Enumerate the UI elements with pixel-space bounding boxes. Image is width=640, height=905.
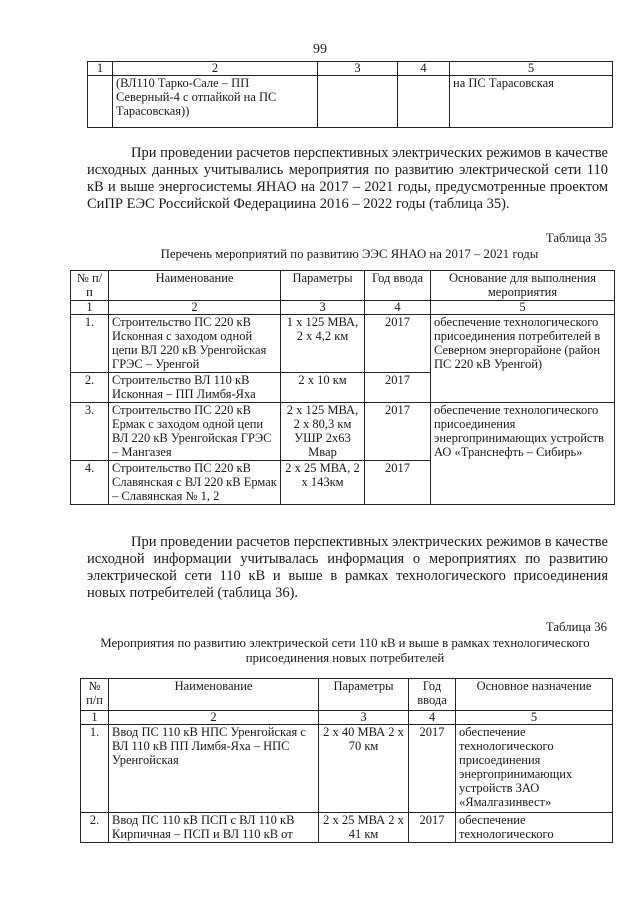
- item-year: 2017: [409, 813, 456, 843]
- item-purpose: обеспечение технологического присоединения энергопринимающих устройств ЗАО «Ямалгазинвест»: [456, 725, 613, 813]
- item-year: 2017: [365, 403, 431, 461]
- col-purpose-header: Основное назначение: [456, 679, 613, 711]
- item-name: (ВЛ110 Тарко-Сале – ПП Северный-4 с отпайкой на ПС Тарасовская)): [113, 76, 318, 128]
- col-name-header: Наименование: [109, 679, 319, 711]
- table-row: 1. Ввод ПС 110 кВ НПС Уренгойская с ВЛ 110 кВ ПП Лимбя-Яха – НПС Уренгойская 2 x 40 МВА 2 x 70 км 2017 обеспечение технологического присоединения энергопринимающих устройств ЗАО «Ямалгазинвест»: [81, 725, 613, 813]
- col-params-header: Параметры: [319, 679, 409, 711]
- col-params-header: Параметры: [281, 271, 365, 301]
- col-number-header: № п/п: [81, 679, 109, 711]
- table-header: [71, 271, 615, 301]
- item-name: Строительство ПС 220 кВ Славянская с ВЛ 220 кВ Ермак – Славянская № 1, 2: [109, 461, 281, 505]
- item-basis: обеспечение технологического присоединения потребителей в Северном энергорайоне (район ПС 220 кВ Уренгой): [431, 315, 615, 403]
- item-year: 2017: [365, 461, 431, 505]
- item-name: Строительство ПС 220 кВ Ермак с заходом одной цепи ВЛ 220 кВ Уренгойская ГРЭС – Мангазея: [109, 403, 281, 461]
- item-basis: на ПС Тарасовская: [450, 76, 613, 128]
- item-purpose: обеспечение технологического: [456, 813, 613, 843]
- table36-label: Таблица 36: [545, 620, 607, 634]
- table36-caption-line1: Мероприятия по развитию электрической сети 110 кВ и выше в рамках технологического: [100, 636, 590, 650]
- table-35: [70, 270, 615, 505]
- item-params: 2 x 125 МВА, 2 x 80,3 км УШР 2x63 Мвар: [281, 403, 365, 461]
- item-params: 2 x 10 км: [281, 373, 365, 403]
- col-year-header: Год ввода: [365, 271, 431, 301]
- table-column-numbers: 1 2 3 4 5: [88, 62, 613, 76]
- item-params: 2 x 25 МВА 2 x 41 км: [319, 813, 409, 843]
- paragraph-2: При проведении расчетов перспективных электрических режимов в качестве исходной информации учитывалась информация о мероприятиях по развитию электрической сети 110 кВ и выше в рамках технологического присоединения новых потребителей (таблица 36).: [87, 534, 608, 601]
- item-year: 2017: [365, 373, 431, 403]
- table-column-numbers: 1 2 3 4 5: [71, 301, 615, 315]
- col-name-header: Наименование: [109, 271, 281, 301]
- col-basis-header: Основание для выполнения мероприятия: [431, 271, 615, 301]
- page-number: 99: [313, 42, 327, 57]
- table-36: [80, 678, 613, 843]
- table35-label: Таблица 35: [545, 231, 607, 245]
- continued-table: [87, 61, 613, 128]
- item-name: Ввод ПС 110 кВ НПС Уренгойская с ВЛ 110 кВ ПП Лимбя-Яха – НПС Уренгойская: [109, 725, 319, 813]
- item-name: Строительство ВЛ 110 кВ Исконная – ПП Лимбя-Яха: [109, 373, 281, 403]
- item-basis: обеспечение технологического присоединения энергопринимающих устройств АО «Транснефть – Сибирь»: [431, 403, 615, 505]
- table-row: [88, 76, 613, 128]
- table36-caption-line2: присоединения новых потребителей: [245, 651, 445, 665]
- table-row: 1. Строительство ПС 220 кВ Исконная с заходом одной цепи ВЛ 220 кВ Уренгойская ГРЭС – Уренгой 1 x 125 МВА, 2 x 4,2 км 2017 обеспечение технологического присоединения потребителей в Северном энергорайоне (район ПС 220 кВ Уренгой): [71, 315, 615, 373]
- item-name: Ввод ПС 110 кВ ПСП с ВЛ 110 кВ Кирпичная – ПСП и ВЛ 110 кВ от: [109, 813, 319, 843]
- table-header: [81, 679, 613, 711]
- table-row: 2. Строительство ВЛ 110 кВ Исконная – ПП Лимбя-Яха 2 x 10 км 2017: [71, 373, 615, 403]
- col-year-header: Год ввода: [409, 679, 456, 711]
- table-row: 3. Строительство ПС 220 кВ Ермак с заходом одной цепи ВЛ 220 кВ Уренгойская ГРЭС – Мангазея 2 x 125 МВА, 2 x 80,3 км УШР 2x63 Мвар 2017 обеспечение технологического присоединения энергопринимающих устройств АО «Транснефть – Сибирь»: [71, 403, 615, 461]
- item-name: Строительство ПС 220 кВ Исконная с заходом одной цепи ВЛ 220 кВ Уренгойская ГРЭС – Уренгой: [109, 315, 281, 373]
- table-row: 4. Строительство ПС 220 кВ Славянская с ВЛ 220 кВ Ермак – Славянская № 1, 2 2 x 25 МВА, 2 x 143км 2017: [71, 461, 615, 505]
- item-params: 2 x 40 МВА 2 x 70 км: [319, 725, 409, 813]
- item-year: 2017: [365, 315, 431, 373]
- table-column-numbers: 1 2 3 4 5: [81, 711, 613, 725]
- col-number-header: № п/п: [71, 271, 109, 301]
- item-params: 2 x 25 МВА, 2 x 143км: [281, 461, 365, 505]
- item-params: 1 x 125 МВА, 2 x 4,2 км: [281, 315, 365, 373]
- item-year: 2017: [409, 725, 456, 813]
- table-row: 2. Ввод ПС 110 кВ ПСП с ВЛ 110 кВ Кирпичная – ПСП и ВЛ 110 кВ от 2 x 25 МВА 2 x 41 км 2017 обеспечение технологического: [81, 813, 613, 843]
- paragraph-1: При проведении расчетов перспективных электрических режимов в качестве исходных данных учитывались мероприятия по развитию электрической сети 110 кВ и выше энергосистемы ЯНАО на 2017 – 2021 годы, предусмотренные проектом СиПР ЕЭС Российской Федерациина 2016 – 2022 годы (таблица 35).: [87, 145, 608, 212]
- table35-caption: Перечень мероприятий по развитию ЭЭС ЯНАО на 2017 – 2021 годы: [160, 247, 539, 261]
